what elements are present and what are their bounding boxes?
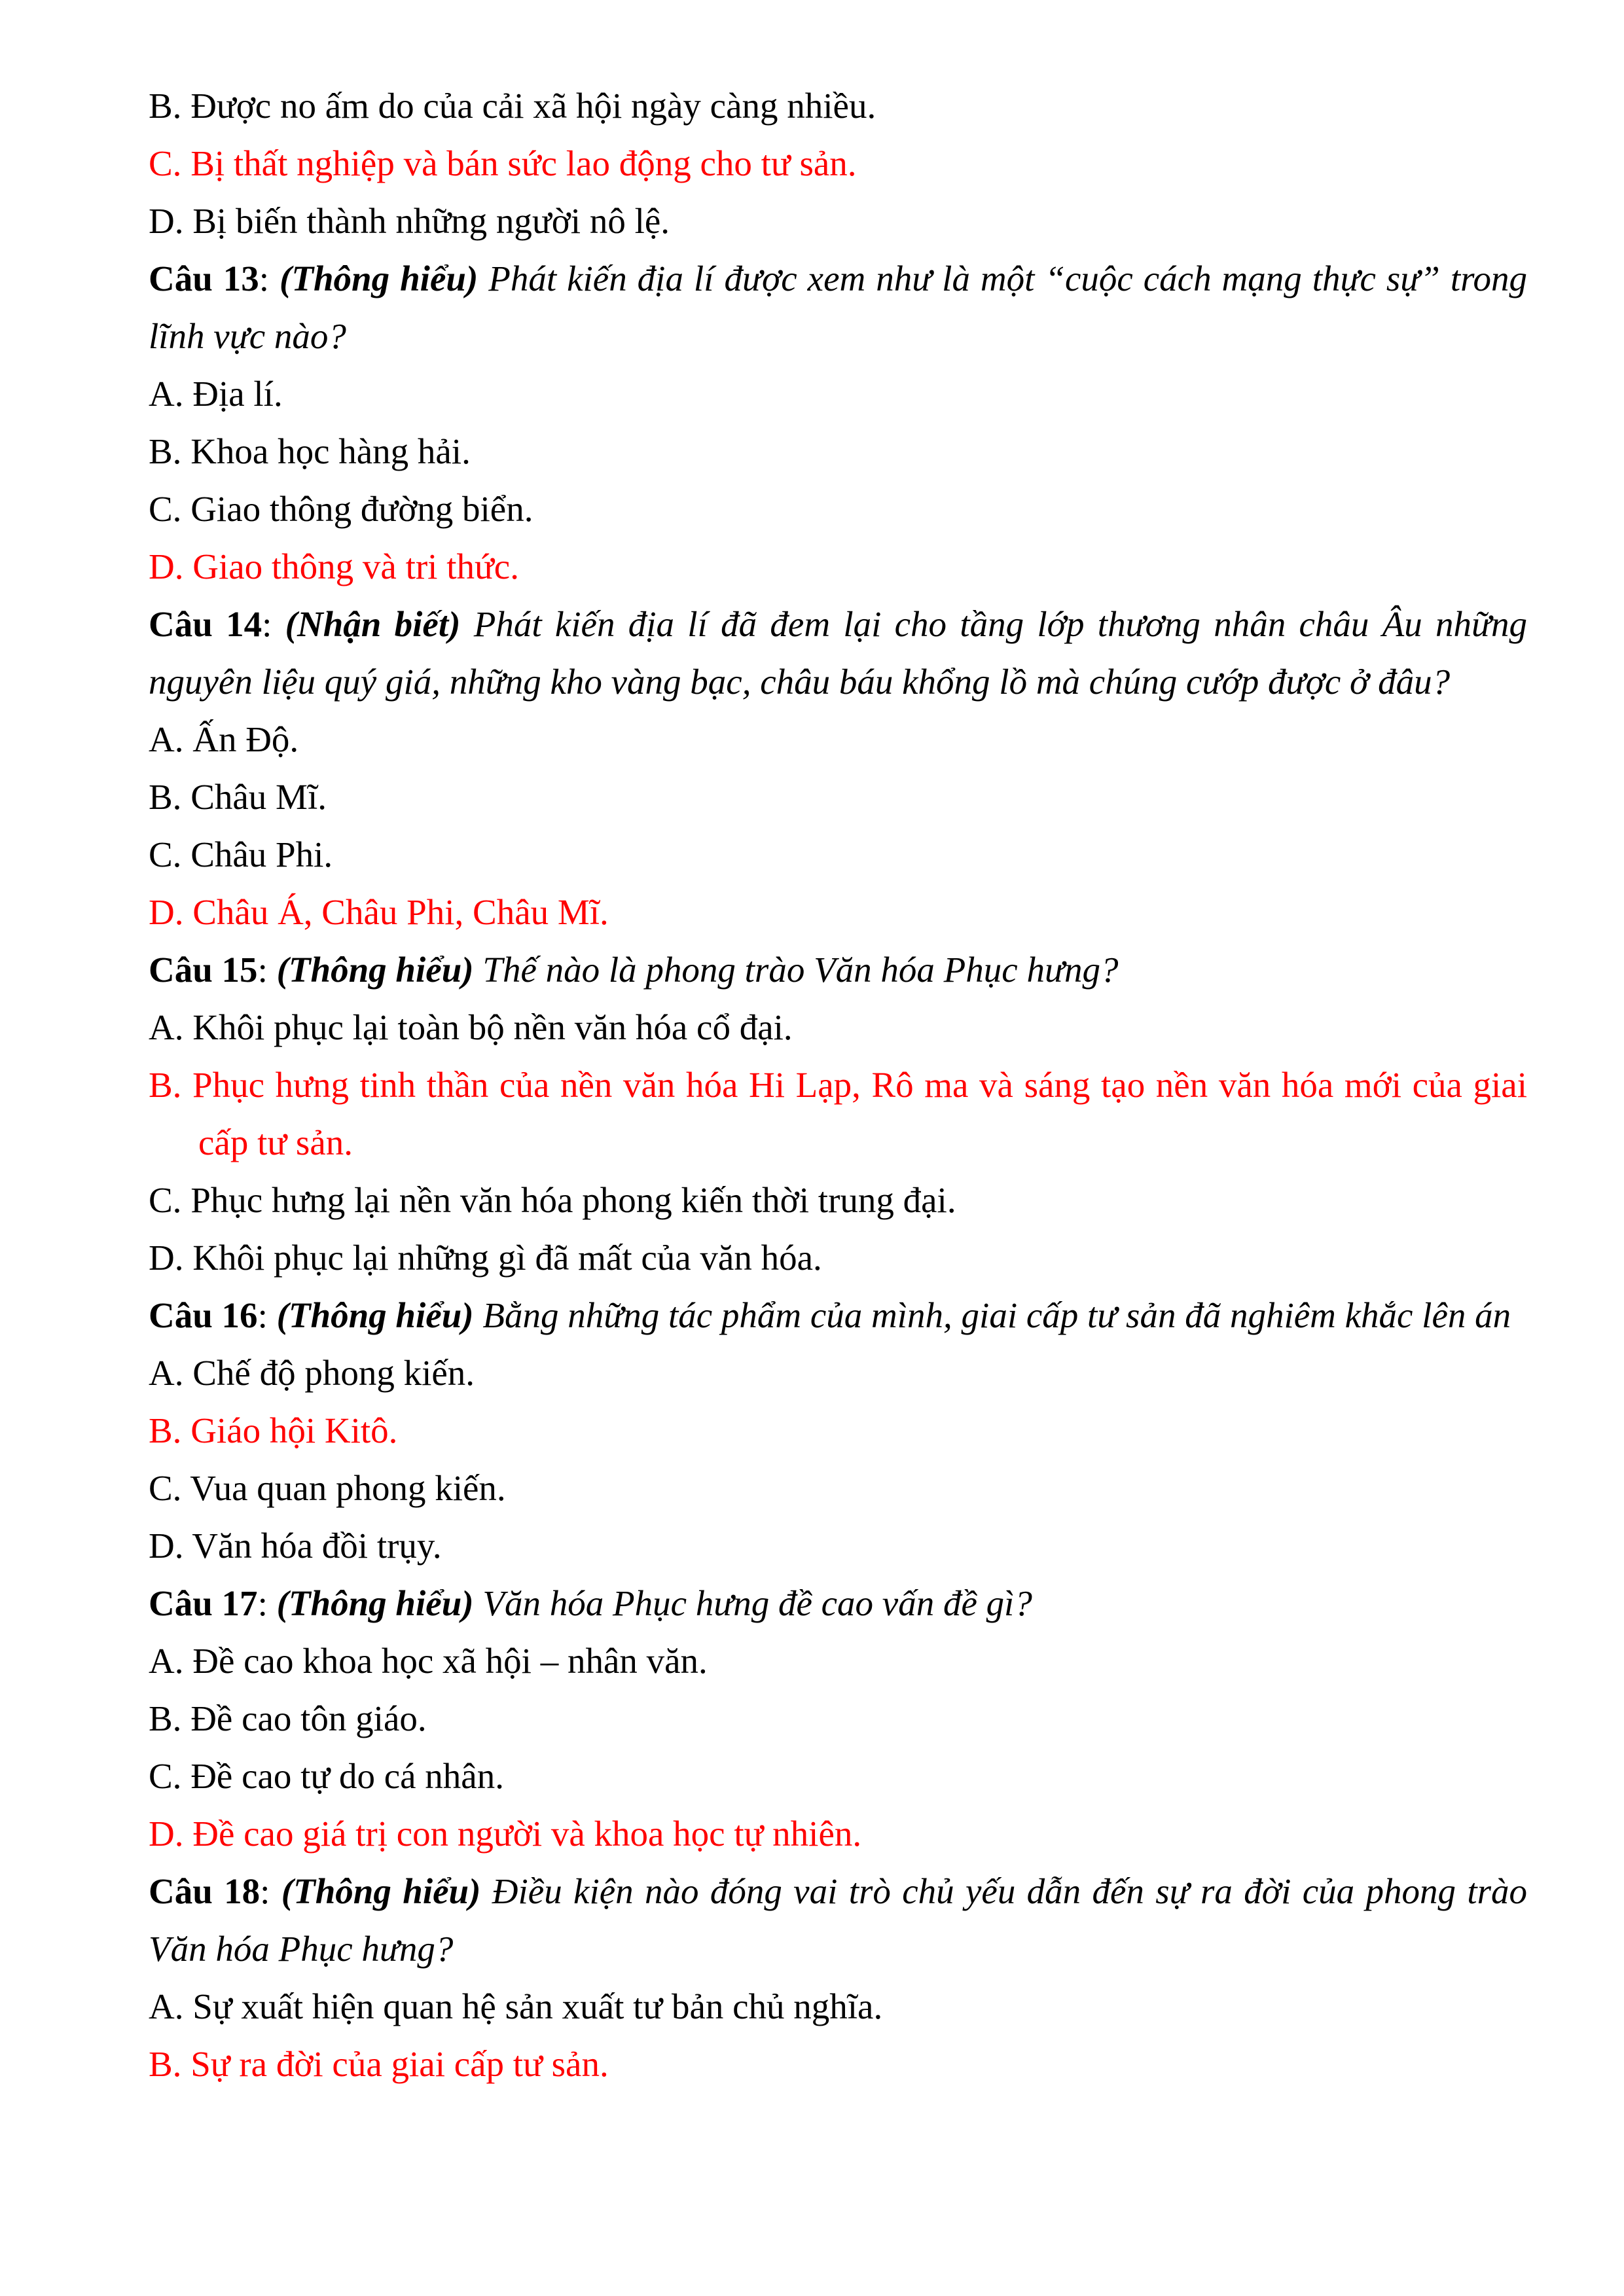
answer-option — [149, 826, 1527, 884]
option-letter: B. — [149, 1065, 182, 1105]
answer-option-correct — [149, 538, 1527, 596]
option-text: Sự ra đời của giai cấp tư sản. — [190, 2044, 609, 2084]
answer-option — [149, 1229, 1527, 1287]
option-letter: B. — [149, 86, 182, 126]
question-text: Thế nào là phong trào Văn hóa Phục hưng? — [482, 950, 1119, 990]
option-letter: A. — [149, 374, 184, 414]
question-label: Câu 15 — [149, 950, 258, 990]
answer-option-correct — [149, 1056, 1527, 1172]
option-text: Châu Phi. — [190, 834, 333, 874]
question-level: (Thông hiểu) — [281, 1871, 481, 1911]
option-text: Châu Á, Châu Phi, Châu Mĩ. — [192, 892, 609, 932]
question-text: Điều kiện nào đóng vai trò chủ yếu dẫn đến sự ra đời của phong trào Văn hóa Phục hưng? — [149, 1871, 1528, 1969]
option-letter: D. — [149, 547, 184, 586]
answer-option-correct — [149, 2036, 1527, 2093]
answer-option — [149, 1690, 1527, 1748]
option-text: Bị thất nghiệp và bán sức lao động cho tư sản. — [190, 143, 857, 183]
option-letter: C. — [149, 143, 182, 183]
option-text: Được no ấm do của cải xã hội ngày càng nhiều. — [190, 86, 876, 126]
label-colon: : — [262, 604, 272, 644]
question-paragraph — [149, 941, 1527, 999]
question-level: (Nhận biết) — [285, 604, 461, 644]
answer-option — [149, 999, 1527, 1056]
option-text: Đề cao giá trị con người và khoa học tự nhiên. — [192, 1814, 862, 1854]
option-letter: A. — [149, 1986, 184, 2026]
question-paragraph — [149, 250, 1527, 365]
answer-option — [149, 365, 1527, 423]
question-text: Bằng những tác phẩm của mình, giai cấp tư sản đã nghiêm khắc lên án — [482, 1295, 1511, 1335]
option-text: Giao thông đường biển. — [190, 489, 533, 529]
option-letter: D. — [149, 1526, 184, 1566]
question-label: Câu 16 — [149, 1295, 258, 1335]
option-text: Chế độ phong kiến. — [192, 1353, 475, 1393]
answer-option — [149, 192, 1527, 250]
answer-option — [149, 1172, 1527, 1229]
label-colon: : — [257, 1583, 268, 1623]
option-text: Châu Mĩ. — [190, 777, 327, 817]
option-letter: A. — [149, 1353, 184, 1393]
option-letter: D. — [149, 892, 184, 932]
question-paragraph — [149, 1575, 1527, 1632]
question-paragraph — [149, 1863, 1527, 1978]
answer-option — [149, 711, 1527, 768]
option-text: Bị biến thành những người nô lệ. — [192, 201, 670, 241]
question-paragraph — [149, 1287, 1527, 1344]
question-label: Câu 14 — [149, 604, 262, 644]
question-text: Phát kiến địa lí được xem như là một “cuộc cách mạng thực sự” trong lĩnh vực nào? — [149, 259, 1527, 356]
option-letter: B. — [149, 2044, 182, 2084]
option-text: Phục hưng lại nền văn hóa phong kiến thời trung đại. — [190, 1180, 956, 1220]
question-paragraph — [149, 596, 1527, 711]
question-label: Câu 13 — [149, 259, 259, 298]
option-text: Vua quan phong kiến. — [190, 1468, 506, 1508]
option-letter: A. — [149, 719, 184, 759]
label-colon: : — [257, 1295, 268, 1335]
option-letter: B. — [149, 1698, 182, 1738]
question-level: (Thông hiểu) — [280, 259, 478, 298]
question-level: (Thông hiểu) — [276, 1583, 474, 1623]
option-letter: B. — [149, 1410, 182, 1450]
option-text: Đề cao khoa học xã hội – nhân văn. — [192, 1641, 708, 1681]
option-letter: C. — [149, 1756, 182, 1796]
option-letter: B. — [149, 431, 182, 471]
answer-option-correct — [149, 1402, 1527, 1460]
option-letter: A. — [149, 1007, 184, 1047]
answer-option — [149, 480, 1527, 538]
answer-option — [149, 1460, 1527, 1517]
option-text: Đề cao tự do cá nhân. — [190, 1756, 504, 1796]
question-label: Câu 17 — [149, 1583, 258, 1623]
option-letter: C. — [149, 489, 182, 529]
option-text: Địa lí. — [192, 374, 283, 414]
option-text: Sự xuất hiện quan hệ sản xuất tư bản chủ nghĩa. — [192, 1986, 883, 2026]
option-text: Giao thông và tri thức. — [192, 547, 519, 586]
option-text: Khôi phục lại những gì đã mất của văn hóa. — [192, 1238, 822, 1278]
option-letter: A. — [149, 1641, 184, 1681]
option-text: Khôi phục lại toàn bộ nền văn hóa cổ đại. — [192, 1007, 793, 1047]
answer-option — [149, 1748, 1527, 1805]
question-text: Văn hóa Phục hưng đề cao vấn đề gì? — [482, 1583, 1032, 1623]
option-text: Ấn Độ. — [192, 719, 299, 759]
option-letter: D. — [149, 1238, 184, 1278]
question-level: (Thông hiểu) — [276, 1295, 474, 1335]
answer-option — [149, 423, 1527, 480]
question-level: (Thông hiểu) — [276, 950, 474, 990]
label-colon: : — [260, 1871, 270, 1911]
option-letter: D. — [149, 201, 184, 241]
answer-option — [149, 768, 1527, 826]
question-text: Phát kiến địa lí đã đem lại cho tầng lớp thương nhân châu Âu những nguyên liệu quý giá, những kho vàng bạc, châu báu khổng lồ mà chúng cướp được ở đâu? — [149, 604, 1528, 702]
option-letter: C. — [149, 1468, 182, 1508]
option-letter: C. — [149, 834, 182, 874]
option-letter: D. — [149, 1814, 184, 1854]
answer-option — [149, 1517, 1527, 1575]
option-text: Phục hưng tinh thần của nền văn hóa Hi Lạp, Rô ma và sáng tạo nền văn hóa mới của giai cấp tư sản. — [192, 1065, 1527, 1162]
option-text: Khoa học hàng hải. — [190, 431, 471, 471]
answer-option — [149, 77, 1527, 135]
question-label: Câu 18 — [149, 1871, 261, 1911]
answer-option-correct — [149, 135, 1527, 192]
option-text: Đề cao tôn giáo. — [190, 1698, 427, 1738]
label-colon: : — [257, 950, 268, 990]
option-text: Giáo hội Kitô. — [190, 1410, 398, 1450]
answer-option — [149, 1978, 1527, 2036]
option-text: Văn hóa đồi trụy. — [192, 1526, 442, 1566]
option-letter: C. — [149, 1180, 182, 1220]
answer-option-correct — [149, 1805, 1527, 1863]
option-letter: B. — [149, 777, 182, 817]
answer-option — [149, 1344, 1527, 1402]
answer-option — [149, 1632, 1527, 1690]
answer-option-correct — [149, 884, 1527, 941]
label-colon: : — [259, 259, 270, 298]
